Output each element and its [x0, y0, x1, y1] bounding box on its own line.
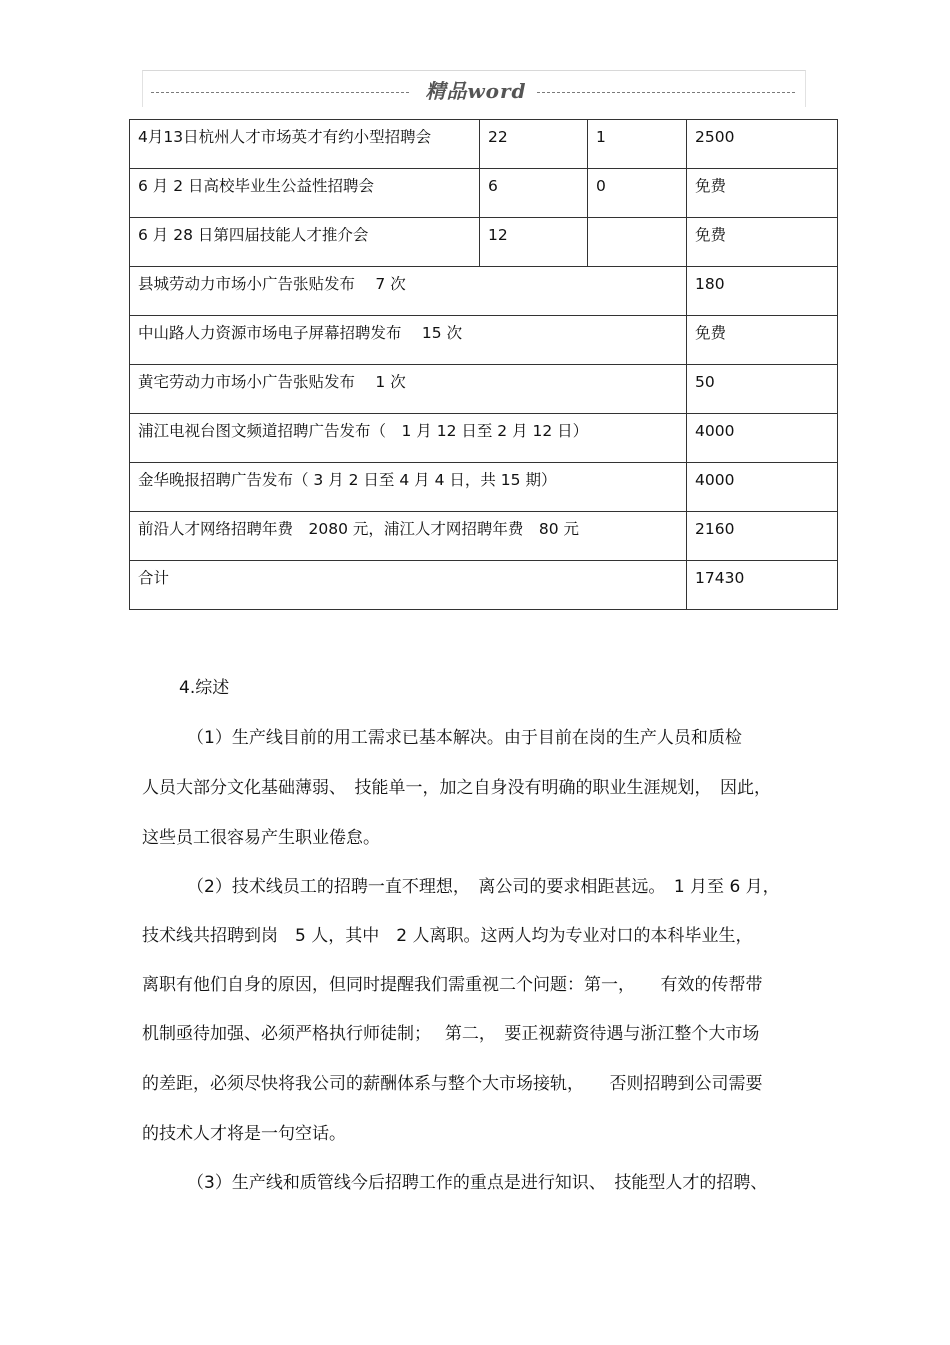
table-cell-cost: 4000 [687, 463, 838, 512]
table-cell-item: 县城劳动力市场小广告张贴发布 7 次 [130, 267, 687, 316]
paragraph-line: 技术线共招聘到岗 5 人，其中 2 人离职。这两人均为专业对口的本科毕业生， [142, 926, 753, 946]
table-cell-count: 1 [588, 120, 687, 169]
table-cell-item: 4月13日杭州人才市场英才有约小型招聘会 [130, 120, 480, 169]
paragraph-line: （1）生产线目前的用工需求已基本解决。由于目前在岗的生产人员和质检 [187, 728, 742, 748]
header-logo: 精品word [425, 79, 527, 103]
table-cell-cost: 4000 [687, 414, 838, 463]
table-cell-cost: 免费 [687, 316, 838, 365]
table-cell-count [588, 218, 687, 267]
table-cell-item: 6 月 2 日高校毕业生公益性招聘会 [130, 169, 480, 218]
table-row [130, 414, 838, 463]
section-heading: 4.综述 [179, 678, 230, 698]
table-cell-total-label: 合计 [130, 561, 687, 610]
table-cell-cost: 2500 [687, 120, 838, 169]
table-row [130, 120, 838, 169]
paragraph-line: （3）生产线和质管线今后招聘工作的重点是进行知识、 技能型人才的招聘、 [187, 1173, 768, 1193]
table-row [130, 218, 838, 267]
table-cell-cost: 50 [687, 365, 838, 414]
paragraph-line: 人员大部分文化基础薄弱、 技能单一，加之自身没有明确的职业生涯规划， 因此， [142, 778, 771, 798]
header-rule-right [537, 92, 795, 93]
table-cell-item: 6 月 28 日第四届技能人才推介会 [130, 218, 480, 267]
paragraph-line: 这些员工很容易产生职业倦怠。 [142, 828, 380, 848]
table-row [130, 169, 838, 218]
paragraph-line: 的差距，必须尽快将我公司的薪酬体系与整个大市场接轨， 否则招聘到公司需要 [142, 1074, 763, 1094]
table-cell-item: 前沿人才网络招聘年费 2080 元，浦江人才网招聘年费 80 元 [130, 512, 687, 561]
paragraph-line: 离职有他们自身的原因，但同时提醒我们需重视二个问题：第一， 有效的传帮带 [142, 975, 763, 995]
table-row-total [130, 561, 838, 610]
paragraph-line: 机制亟待加强、必须严格执行师徒制； 第二， 要正视薪资待遇与浙江整个大市场 [142, 1024, 760, 1044]
paragraph-line: （2）技术线员工的招聘一直不理想， 离公司的要求相距甚远。 1 月至 6 月， [187, 877, 780, 897]
table-cell-cost: 免费 [687, 218, 838, 267]
table-cell-total-value: 17430 [687, 561, 838, 610]
table-cell-cost: 免费 [687, 169, 838, 218]
table-cell-item: 黄宅劳动力市场小广告张贴发布 1 次 [130, 365, 687, 414]
table-cell-item: 中山路人力资源市场电子屏幕招聘发布 15 次 [130, 316, 687, 365]
table-cell-count: 12 [480, 218, 588, 267]
table-cell-count: 22 [480, 120, 588, 169]
table-cell-count: 6 [480, 169, 588, 218]
table-cell-count: 0 [588, 169, 687, 218]
page-header [142, 70, 806, 107]
table-cell-item: 浦江电视台图文频道招聘广告发布（ 1 月 12 日至 2 月 12 日） [130, 414, 687, 463]
table-row [130, 512, 838, 561]
table-row [130, 463, 838, 512]
recruitment-cost-table [129, 119, 838, 610]
table-cell-item: 金华晚报招聘广告发布（ 3 月 2 日至 4 月 4 日，共 15 期） [130, 463, 687, 512]
table-row [130, 267, 838, 316]
table-cell-cost: 2160 [687, 512, 838, 561]
table-row [130, 316, 838, 365]
paragraph-line: 的技术人才将是一句空话。 [142, 1124, 346, 1144]
table-cell-cost: 180 [687, 267, 838, 316]
table-row [130, 365, 838, 414]
header-rule-left [151, 92, 409, 93]
